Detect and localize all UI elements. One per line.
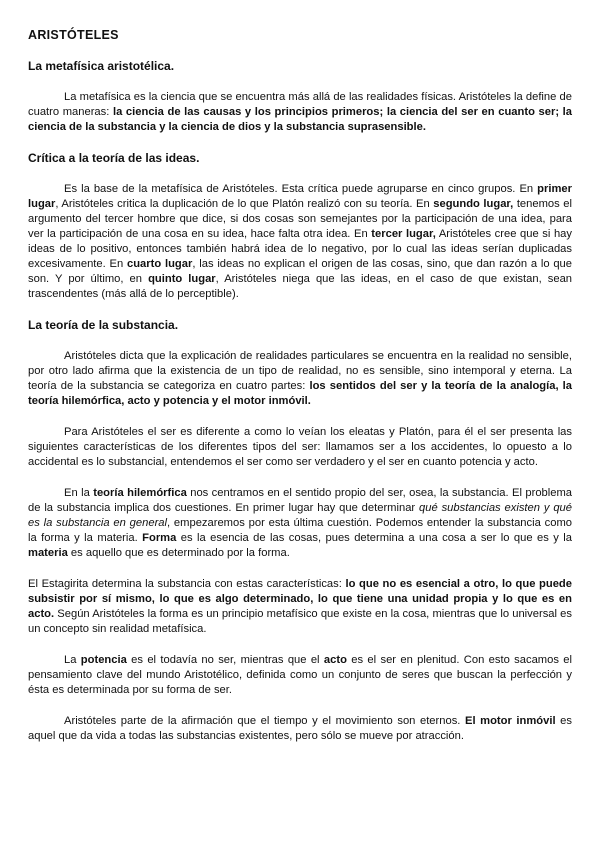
document-title: ARISTÓTELES (28, 28, 119, 42)
paragraph: La metafísica es la ciencia que se encuentra más allá de las realidades físicas. Aristóteles la define de cuatro maneras: la ciencia de las causas y los principios primeros; la ciencia del ser en cuanto ser; la ciencia de la substancia y la ciencia de dios y la substancia suprasensible. (28, 91, 572, 133)
section-heading-metafisica: La metafísica aristotélica. (28, 59, 175, 73)
paragraph: El Estagirita determina la substancia con estas características: lo que no es esencial a otro, lo que puede subsistir por sí mismo, lo que es algo determinado, lo que tiene una unidad propia y lo que es en acto. Según Aristóteles la forma es un principio metafísico que existe en la cosa, mientras que lo universal es un concepto sin realidad metafísica. (28, 578, 572, 635)
paragraph: La potencia es el todavía no ser, mientras que el acto es el ser en plenitud. Con esto sacamos el pensamiento clave del mundo Aristotélico, definida como un conjunto de seres que buscan la perfección y ésta es determinada por su forma de ser. (28, 654, 572, 696)
section-heading-substancia: La teoría de la substancia. (28, 318, 179, 332)
paragraph: Para Aristóteles el ser es diferente a como lo veían los eleatas y Platón, para él el ser presenta las siguientes características de los diferentes tipos del ser: llamamos ser a los accidentes, lo opuesto a lo accidental es lo substancial, entendemos el ser como ser verdadero y el ser en cuanto potencia y acto. (28, 426, 572, 468)
paragraph: Aristóteles parte de la afirmación que el tiempo y el movimiento son eternos. El motor inmóvil es aquel que da vida a todas las substancias existentes, pero sólo se mueve por atracción. (28, 715, 572, 742)
document-page (28, 28, 572, 760)
paragraph: Aristóteles dicta que la explicación de realidades particulares se encuentra en la realidad no sensible, por otro lado afirma que la existencia de un tipo de realidad, no es sensible, sino intemporal y eterna. La teoría de la substancia se categoriza en cuatro partes: los sentidos del ser y la teoría de la analogía, la teoría hilemórfica, acto y potencia y el motor inmóvil. (28, 350, 573, 407)
section-heading-critica: Crítica a la teoría de las ideas. (28, 151, 200, 165)
paragraph: Es la base de la metafísica de Aristóteles. Esta crítica puede agruparse en cinco grupos. En primer lugar, Aristóteles critica la duplicación de lo que Platón realizó con su teoría. En segundo lugar, tenemos el argumento del tercer hombre que dice, si dos cosas son semejantes por la participación de una idea, para ver la participación de una cosa en su idea, hace falta otra idea. En tercer lugar, Aristóteles cree que si hay ideas de lo positivo, entonces también habrá idea de lo negativo, por lo cual las ideas serían duplicadas excesivamente. En cuarto lugar, las ideas no explican el origen de las cosas, sino, que dan razón a lo que son. Y por último, en quinto lugar, Aristóteles niega que las ideas, en el caso de que existan, sean trascendentes (más allá de lo perceptible). (28, 183, 573, 300)
paragraph: En la teoría hilemórfica nos centramos en el sentido propio del ser, osea, la substancia. El problema de la substancia implica dos cuestiones. En primer lugar hay que determinar qué substancias existen y qué es la substancia en general, empezaremos por esta última cuestión. Podemos entender la substancia como la forma y la materia. Forma es la esencia de las cosas, pues determina a una cosa a ser lo que es y la materia es aquello que es determinado por la forma. (28, 487, 573, 559)
